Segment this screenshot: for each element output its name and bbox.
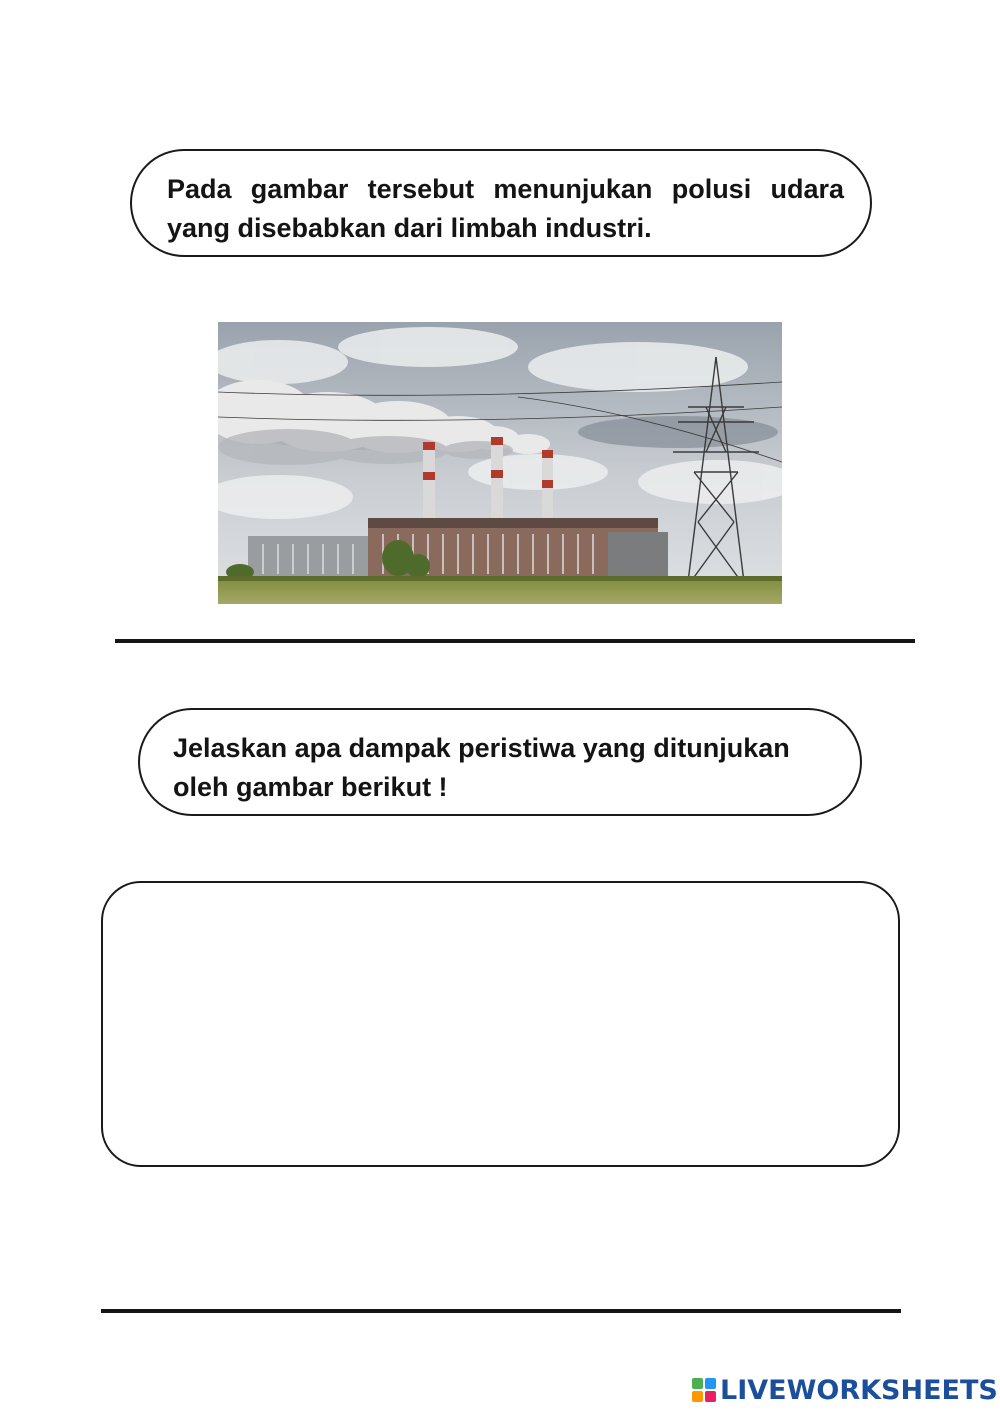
statement-text: Pada gambar tersebut menunjukan polusi udara yang disebabkan dari limbah industri. — [167, 174, 844, 243]
divider-line — [115, 639, 915, 643]
brand-name: LIVEWORKSHEETS — [720, 1374, 998, 1406]
pollution-photo — [218, 322, 782, 604]
question-bubble — [138, 708, 862, 816]
liveworksheets-mark-icon — [692, 1378, 716, 1402]
answer-box[interactable] — [101, 881, 900, 1167]
question-text: Jelaskan apa dampak peristiwa yang ditunjukan oleh gambar berikut ! — [173, 733, 790, 802]
statement-bubble — [130, 149, 872, 257]
liveworksheets-logo — [692, 1372, 998, 1408]
answer-line — [101, 1309, 901, 1313]
